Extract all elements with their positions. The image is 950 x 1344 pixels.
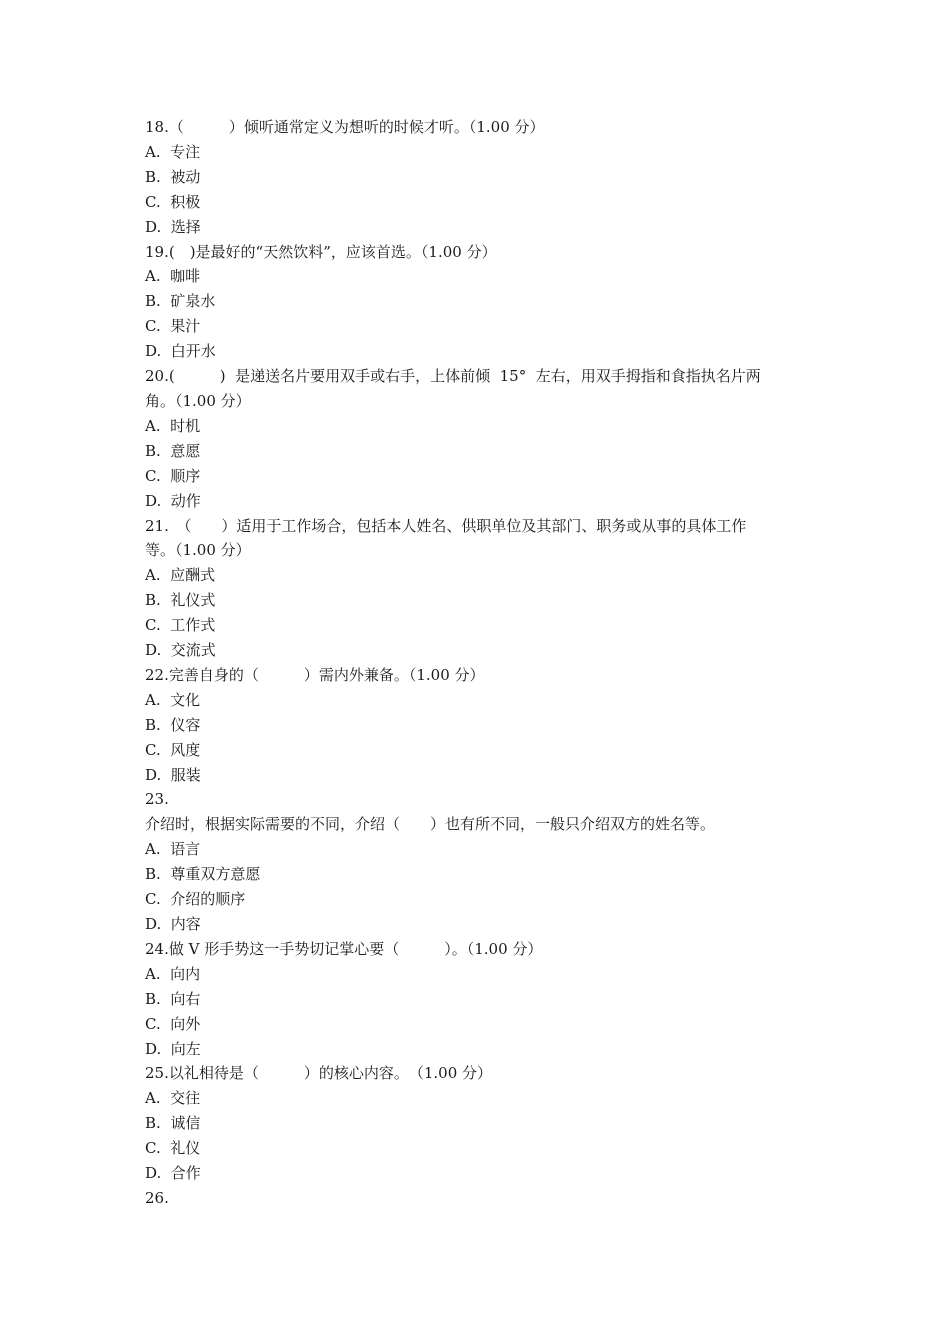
option-b: B. 被动 — [145, 167, 201, 186]
option-d: D. 服装 — [145, 765, 201, 784]
question-26 — [145, 1186, 815, 1211]
option-a: A. 语言 — [145, 840, 201, 859]
option-list — [145, 837, 815, 937]
option-c: C. 积极 — [145, 192, 201, 211]
option-d: D. 白开水 — [145, 342, 216, 361]
question-stem-line: 23. — [145, 790, 169, 809]
option-a: A. 交往 — [145, 1089, 201, 1108]
option-d: D. 选择 — [145, 217, 201, 236]
option-b: B. 意愿 — [145, 441, 201, 460]
option-c: C. 顺序 — [145, 466, 201, 485]
option-list — [145, 962, 815, 1062]
option-c: C. 礼仪 — [145, 1139, 201, 1158]
question-20 — [145, 364, 815, 513]
question-stem-line: 22.完善自身的（ ）需内外兼备。（1.00 分） — [145, 665, 485, 684]
option-list — [145, 1086, 815, 1186]
option-c: C. 向外 — [145, 1014, 201, 1033]
question-21 — [145, 514, 815, 663]
question-stem-line: 21. （ ）适用于工作场合，包括本人姓名、供职单位及其部门、职务或从事的具体工作 — [145, 516, 747, 535]
option-a: A. 咖啡 — [145, 267, 201, 286]
option-c: C. 工作式 — [145, 616, 216, 635]
option-c: C. 果汁 — [145, 317, 201, 336]
question-stem-line: 20.( ) 是递送名片要用双手或右手，上体前倾 15° 左右，用双手拇指和食指执名片两 — [145, 367, 761, 386]
question-23 — [145, 787, 815, 936]
option-c: C. 风度 — [145, 740, 201, 759]
option-b: B. 尊重双方意愿 — [145, 865, 261, 884]
question-stem-line: 24.做 V 形手势这一手势切记掌心要（ ）。（1.00 分） — [145, 939, 543, 958]
option-d: D. 合作 — [145, 1164, 201, 1183]
option-list — [145, 563, 815, 663]
option-list — [145, 140, 815, 240]
option-a: A. 向内 — [145, 964, 201, 983]
option-b: B. 矿泉水 — [145, 292, 216, 311]
question-stem-line: 18.（ ）倾听通常定义为想听的时候才听。（1.00 分） — [145, 118, 545, 136]
option-list — [145, 264, 815, 364]
option-b: B. 礼仪式 — [145, 591, 216, 610]
option-b: B. 仪容 — [145, 715, 201, 734]
question-stem-line: 等。（1.00 分） — [145, 541, 251, 560]
option-a: A. 时机 — [145, 416, 201, 435]
option-a: A. 应酬式 — [145, 566, 216, 585]
option-list — [145, 414, 815, 514]
question-18 — [145, 115, 815, 240]
option-d: D. 内容 — [145, 915, 201, 933]
option-list — [145, 688, 815, 788]
question-stem-line: 19.( )是最好的“天然饮料”，应该首选。（1.00 分） — [145, 242, 497, 261]
option-a: A. 文化 — [145, 690, 201, 709]
question-22 — [145, 663, 815, 788]
option-a: A. 专注 — [145, 142, 201, 161]
option-c: C. 介绍的顺序 — [145, 890, 246, 909]
option-d: D. 交流式 — [145, 641, 216, 660]
option-b: B. 向右 — [145, 989, 201, 1008]
document-page — [145, 115, 815, 1211]
question-25 — [145, 1061, 815, 1186]
question-stem-line: 26. — [145, 1188, 169, 1207]
question-stem-line: 25.以礼相待是（ ）的核心内容。 （1.00 分） — [145, 1064, 493, 1083]
option-b: B. 诚信 — [145, 1114, 201, 1133]
question-19 — [145, 240, 815, 365]
question-24 — [145, 937, 815, 1062]
question-stem-line: 角。（1.00 分） — [145, 391, 251, 410]
option-d: D. 动作 — [145, 491, 201, 510]
question-stem-line: 介绍时，根据实际需要的不同，介绍（ ）也有所不同，一般只介绍双方的姓名等。 — [145, 815, 716, 834]
option-d: D. 向左 — [145, 1039, 201, 1058]
